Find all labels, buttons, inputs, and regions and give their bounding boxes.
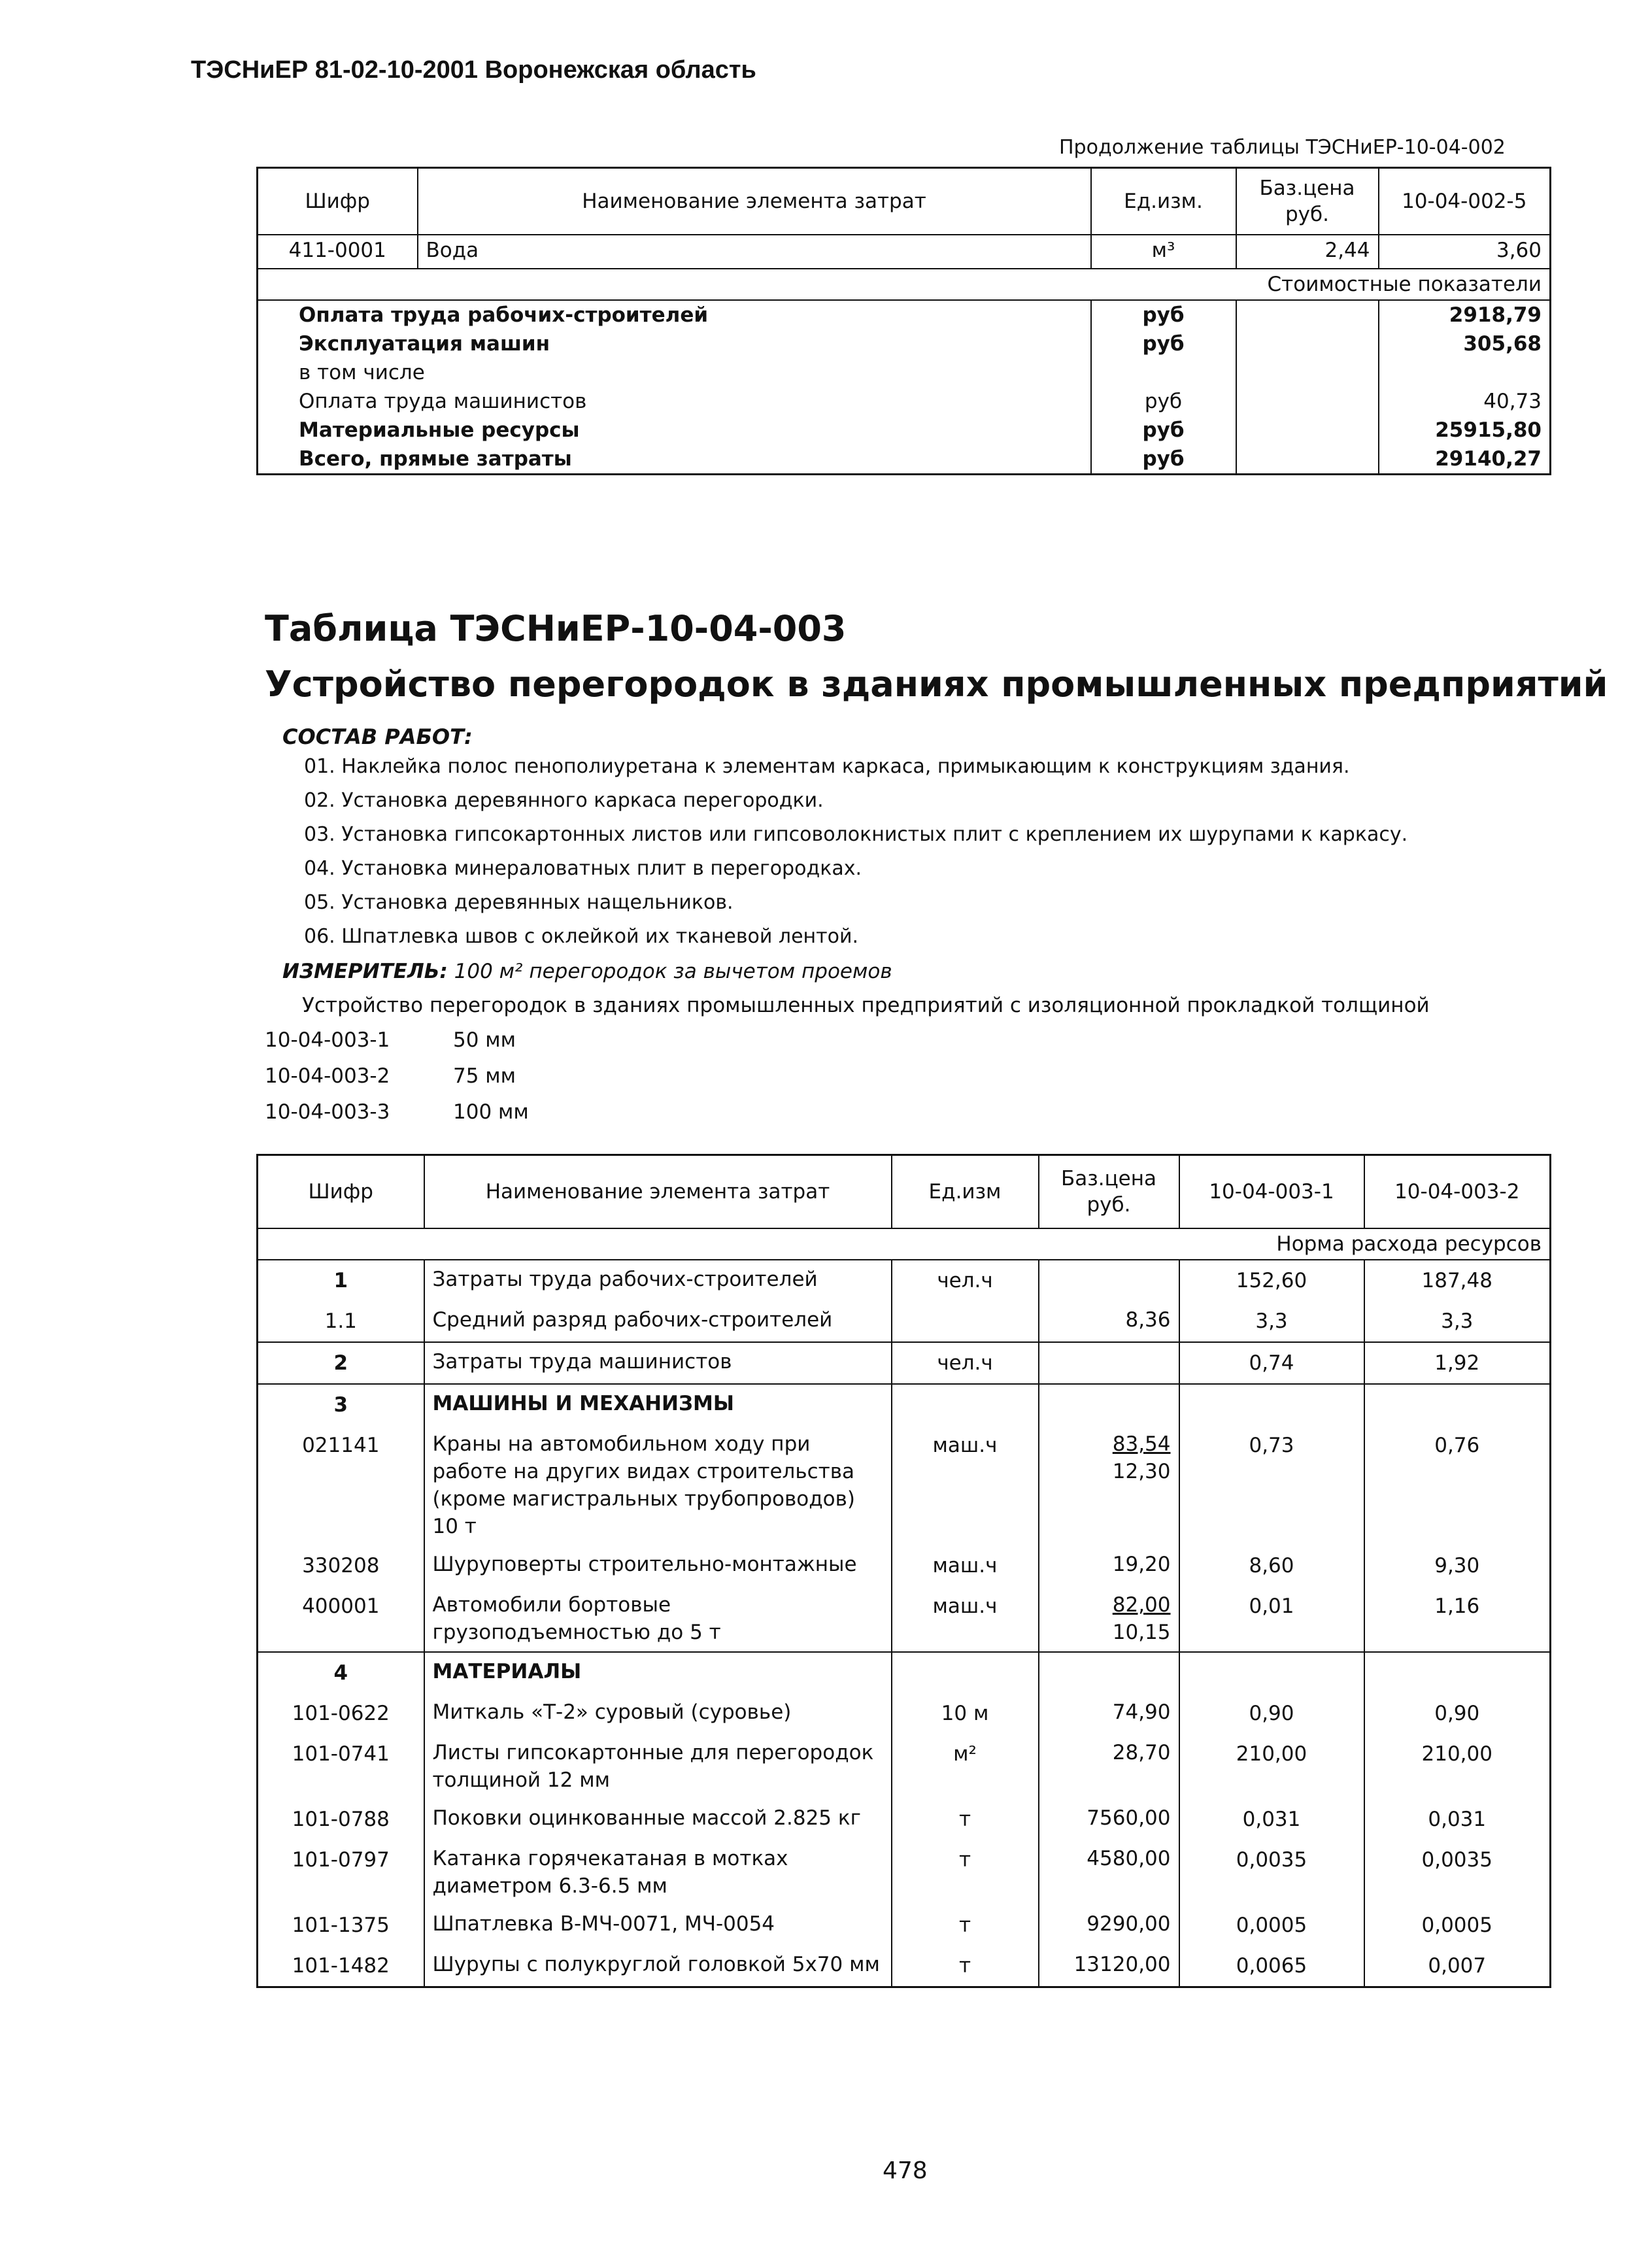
cell-variant-2: 1,16 xyxy=(1364,1586,1551,1652)
cell-price xyxy=(1039,1905,1179,1946)
header-unit: Ед.изм. xyxy=(1091,168,1236,235)
table-row xyxy=(258,1586,1551,1652)
cell-variant-2: 9,30 xyxy=(1364,1545,1551,1586)
cost-value: 2918,79 xyxy=(1379,300,1551,329)
header-price: Баз.цена руб. xyxy=(1039,1155,1179,1229)
cell-code: 101-0788 xyxy=(292,1808,390,1831)
header-variant-2: 10-04-003-2 xyxy=(1364,1155,1551,1229)
price-value: 19,20 xyxy=(1112,1553,1171,1576)
cost-label: Оплата труда машинистов xyxy=(299,390,587,413)
table-row xyxy=(258,1734,1551,1799)
cell-unit: т xyxy=(892,1799,1039,1840)
work-item: 02. Установка деревянного каркаса перегородки. xyxy=(304,789,824,812)
cell-code: 411-0001 xyxy=(258,235,418,269)
table-continuation xyxy=(256,167,1551,475)
cell-name: Автомобили бортовые грузоподъемностью до 5 т xyxy=(424,1586,892,1652)
price-value: 83,54 xyxy=(1112,1432,1171,1456)
cost-row xyxy=(258,387,1551,416)
table-row xyxy=(258,1840,1551,1905)
cell-price: 2,44 xyxy=(1236,235,1379,269)
table-row xyxy=(258,1545,1551,1586)
cell-name: Шпатлевка В-МЧ-0071, МЧ-0054 xyxy=(424,1905,892,1946)
cell-code: 101-0797 xyxy=(292,1848,390,1872)
price-value: 82,00 xyxy=(1112,1593,1171,1617)
cost-value: 25915,80 xyxy=(1379,416,1551,445)
cell-unit: м² xyxy=(892,1734,1039,1799)
cell-variant-2: 0,0035 xyxy=(1364,1840,1551,1905)
cost-value: 305,68 xyxy=(1379,329,1551,358)
cell-price xyxy=(1039,1301,1179,1342)
cost-label: в том числе xyxy=(299,361,425,384)
cell-variant-2: 210,00 xyxy=(1364,1734,1551,1799)
cell-name: МАТЕРИАЛЫ xyxy=(424,1652,892,1693)
price-value-secondary: 12,30 xyxy=(1112,1460,1171,1483)
cell-name: Затраты труда рабочих-строителей xyxy=(424,1260,892,1301)
cost-unit: руб xyxy=(1091,329,1236,358)
table-row xyxy=(258,1946,1551,1987)
cell-variant-2 xyxy=(1364,1384,1551,1425)
cell-price xyxy=(1039,1545,1179,1586)
page-number: 478 xyxy=(883,2157,928,2184)
cell-code: 101-0622 xyxy=(292,1702,390,1725)
table-title: Таблица ТЭСНиЕР-10-04-003 xyxy=(265,608,847,649)
cell-code: 101-1482 xyxy=(292,1954,390,1978)
table-row xyxy=(258,1693,1551,1734)
cost-row xyxy=(258,445,1551,475)
cell-code: 1 xyxy=(333,1269,348,1292)
cell-variant-1: 8,60 xyxy=(1179,1545,1364,1586)
cell-unit: м³ xyxy=(1091,235,1236,269)
table-row xyxy=(258,235,1551,269)
cell-variant-2: 0,90 xyxy=(1364,1693,1551,1734)
header-code: Шифр xyxy=(258,168,418,235)
price-value: 9290,00 xyxy=(1087,1912,1171,1936)
price-value: 7560,00 xyxy=(1087,1806,1171,1830)
cell-code: 4 xyxy=(333,1661,348,1685)
cost-value: 29140,27 xyxy=(1379,445,1551,475)
table-row xyxy=(258,1652,1551,1693)
cell-code: 2 xyxy=(258,1342,424,1384)
cell-code: 3 xyxy=(333,1393,348,1417)
table-subtitle: Устройство перегородок в зданиях промышленных предприятий xyxy=(265,664,1608,705)
table-row xyxy=(258,1425,1551,1545)
sostav-label: СОСТАВ РАБОТ: xyxy=(282,724,473,749)
price-value-secondary: 10,15 xyxy=(1112,1621,1171,1644)
header-code: Шифр xyxy=(258,1155,424,1229)
cell-name: Миткаль «Т-2» суровый (суровье) xyxy=(424,1693,892,1734)
cost-value: 40,73 xyxy=(1379,387,1551,416)
cell-unit: чел.ч xyxy=(892,1342,1039,1384)
cell-code: 400001 xyxy=(258,1586,424,1652)
cell-unit: маш.ч xyxy=(892,1586,1039,1652)
resource-table xyxy=(256,1154,1551,1988)
cell-variant-1: 0,0005 xyxy=(1179,1905,1364,1946)
cell-variant-1: 3,3 xyxy=(1179,1301,1364,1342)
cell-variant-1: 0,74 xyxy=(1179,1342,1364,1384)
cost-label: Всего, прямые затраты xyxy=(299,447,572,471)
variant-value: 50 мм xyxy=(453,1028,516,1052)
cell-variant-2: 0,0005 xyxy=(1364,1905,1551,1946)
continuation-note: Продолжение таблицы ТЭСНиЕР-10-04-002 xyxy=(1059,136,1506,159)
header-name: Наименование элемента затрат xyxy=(424,1155,892,1229)
cell-variant-1 xyxy=(1179,1384,1364,1425)
cell-variant-1 xyxy=(1179,1652,1364,1693)
cell-variant-2: 0,76 xyxy=(1364,1425,1551,1545)
cell-variant-2: 1,92 xyxy=(1364,1342,1551,1384)
cell-price xyxy=(1039,1425,1179,1545)
cost-unit xyxy=(1091,358,1236,387)
table-row xyxy=(258,1905,1551,1946)
cost-value xyxy=(1379,358,1551,387)
cell-variant-1: 0,90 xyxy=(1179,1693,1364,1734)
cell-unit: т xyxy=(892,1840,1039,1905)
cost-unit: руб xyxy=(1091,416,1236,445)
variant-code: 10-04-003-3 xyxy=(265,1100,390,1124)
cell-price xyxy=(1039,1384,1179,1425)
cost-row xyxy=(258,300,1551,329)
section-label: Стоимостные показатели xyxy=(1236,269,1551,300)
cell-unit xyxy=(892,1301,1039,1342)
cell-name: Листы гипсокартонные для перегородок толщиной 12 мм xyxy=(424,1734,892,1799)
cell-price xyxy=(1039,1260,1179,1301)
table-header-row xyxy=(258,168,1551,235)
price-value: 13120,00 xyxy=(1073,1953,1171,1976)
cell-variant-1: 0,0035 xyxy=(1179,1840,1364,1905)
page-header: ТЭСНиЕР 81-02-10-2001 Воронежская область xyxy=(191,56,756,84)
ustroistvo-text: Устройство перегородок в зданиях промышленных предприятий с изоляционной прокладкой толщиной xyxy=(302,994,1430,1017)
cost-unit: руб xyxy=(1091,300,1236,329)
cost-unit: руб xyxy=(1091,387,1236,416)
cell-variant-1: 0,031 xyxy=(1179,1799,1364,1840)
cell-unit: т xyxy=(892,1905,1039,1946)
cell-unit: маш.ч xyxy=(892,1425,1039,1545)
cell-variant-1: 0,0065 xyxy=(1179,1946,1364,1987)
cost-label: Материальные ресурсы xyxy=(299,418,580,442)
cell-name: Шуруповерты строительно-монтажные xyxy=(424,1545,892,1586)
cell-name: Шурупы с полукруглой головкой 5х70 мм xyxy=(424,1946,892,1987)
cell-name: Вода xyxy=(418,235,1091,269)
cell-variant-2 xyxy=(1364,1652,1551,1693)
cost-label: Эксплуатация машин xyxy=(299,332,550,356)
price-value: 28,70 xyxy=(1112,1741,1171,1764)
variant-value: 100 мм xyxy=(453,1100,529,1124)
cell-price xyxy=(1039,1840,1179,1905)
cell-price xyxy=(1039,1799,1179,1840)
variant-code: 10-04-003-1 xyxy=(265,1028,390,1052)
cell-price xyxy=(1039,1652,1179,1693)
cell-unit xyxy=(892,1384,1039,1425)
cell-code: 330208 xyxy=(302,1554,380,1577)
header-variant: 10-04-002-5 xyxy=(1379,168,1551,235)
cell-code: 101-1375 xyxy=(292,1914,390,1937)
variant-value: 75 мм xyxy=(453,1064,516,1088)
variant-code: 10-04-003-2 xyxy=(265,1064,390,1088)
cell-name: Затраты труда машинистов xyxy=(424,1342,892,1384)
table-row xyxy=(258,1342,1551,1384)
price-value: 74,90 xyxy=(1112,1700,1171,1724)
work-item: 01. Наклейка полос пенополиуретана к элементам каркаса, примыкающим к конструкциям здания. xyxy=(304,755,1350,778)
norm-label: Норма расхода ресурсов xyxy=(1179,1228,1551,1260)
header-price: Баз.цена руб. xyxy=(1236,168,1379,235)
cell-value: 3,60 xyxy=(1379,235,1551,269)
cost-unit: руб xyxy=(1091,445,1236,475)
table-row xyxy=(258,1384,1551,1425)
cell-variant-1: 0,01 xyxy=(1179,1586,1364,1652)
norm-row xyxy=(258,1228,1551,1260)
price-value: 4580,00 xyxy=(1087,1847,1171,1870)
cell-code: 021141 xyxy=(302,1434,380,1457)
table-row xyxy=(258,1799,1551,1840)
cell-variant-1: 0,73 xyxy=(1179,1425,1364,1545)
work-item: 06. Шпатлевка швов с оклейкой их тканевой лентой. xyxy=(304,925,859,948)
cell-unit: маш.ч xyxy=(892,1545,1039,1586)
cell-unit: т xyxy=(892,1946,1039,1987)
section-row xyxy=(258,269,1551,300)
work-item: 04. Установка минераловатных плит в перегородках. xyxy=(304,857,862,880)
cell-variant-2: 0,007 xyxy=(1364,1946,1551,1987)
cell-code: 1.1 xyxy=(258,1301,424,1342)
cell-code: 101-0741 xyxy=(292,1742,390,1766)
cost-row xyxy=(258,416,1551,445)
table-row xyxy=(258,1260,1551,1301)
cell-unit: 10 м xyxy=(892,1693,1039,1734)
cell-variant-2: 3,3 xyxy=(1364,1301,1551,1342)
work-item: 03. Установка гипсокартонных листов или гипсоволокнистых плит с креплением их шурупами к каркасу. xyxy=(304,823,1408,846)
cell-price xyxy=(1039,1342,1179,1384)
cell-variant-2: 0,031 xyxy=(1364,1799,1551,1840)
header-unit: Ед.изм xyxy=(892,1155,1039,1229)
table-row xyxy=(258,1301,1551,1342)
cell-name: Краны на автомобильном ходу при работе на других видах строительства (кроме магистральных трубопроводов) 10 т xyxy=(424,1425,892,1545)
cell-price xyxy=(1039,1946,1179,1987)
cell-name: Катанка горячекатаная в мотках диаметром 6.3-6.5 мм xyxy=(424,1840,892,1905)
izmeritel: ИЗМЕРИТЕЛЬ: 100 м² перегородок за вычетом проемов xyxy=(282,960,892,983)
cell-name: Средний разряд рабочих-строителей xyxy=(424,1301,892,1342)
cost-row xyxy=(258,358,1551,387)
cell-unit: чел.ч xyxy=(892,1260,1039,1301)
cell-variant-2: 187,48 xyxy=(1364,1260,1551,1301)
cell-variant-1: 152,60 xyxy=(1179,1260,1364,1301)
cell-price xyxy=(1039,1734,1179,1799)
cost-row xyxy=(258,329,1551,358)
table-header-row xyxy=(258,1155,1551,1229)
cell-unit xyxy=(892,1652,1039,1693)
header-name: Наименование элемента затрат xyxy=(418,168,1091,235)
price-value: 8,36 xyxy=(1125,1308,1171,1332)
cell-variant-1: 210,00 xyxy=(1179,1734,1364,1799)
work-item: 05. Установка деревянных нащельников. xyxy=(304,891,733,914)
cell-price xyxy=(1039,1693,1179,1734)
cell-price xyxy=(1039,1586,1179,1652)
header-variant-1: 10-04-003-1 xyxy=(1179,1155,1364,1229)
cost-label: Оплата труда рабочих-строителей xyxy=(299,303,709,327)
cell-name: МАШИНЫ И МЕХАНИЗМЫ xyxy=(424,1384,892,1425)
cell-name: Поковки оцинкованные массой 2.825 кг xyxy=(424,1799,892,1840)
